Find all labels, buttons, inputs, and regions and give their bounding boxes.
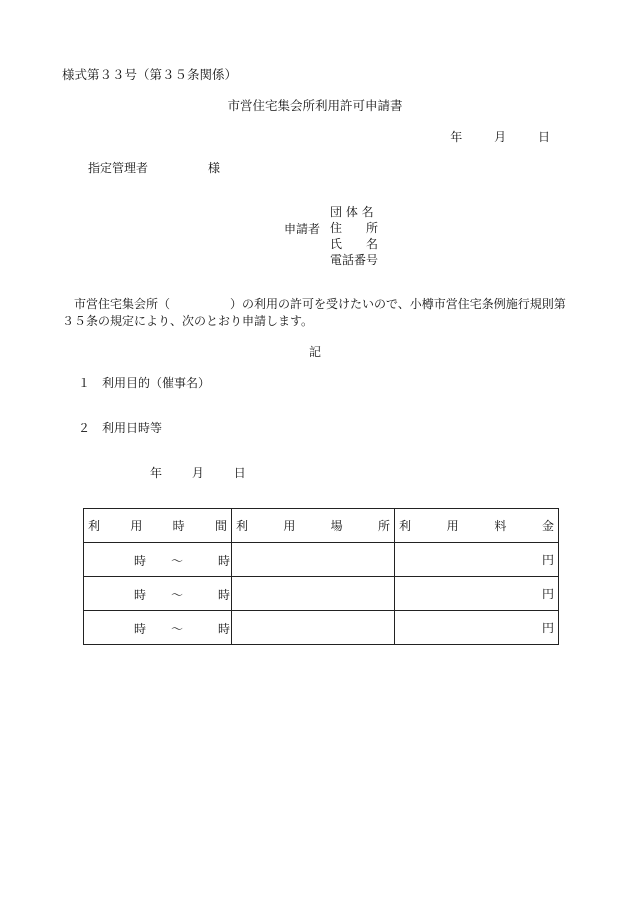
addressee-honorific: 様 (208, 161, 221, 175)
time-cell (84, 577, 232, 611)
place-cell (232, 543, 395, 577)
tilde-label: ～ (171, 588, 184, 602)
header-usage-place: 利用場所 (232, 509, 395, 543)
time-start-label: 時 (134, 588, 147, 602)
item-purpose: １ 利用目的（催事名） (78, 376, 211, 390)
form-number: 様式第３３号（第３５条関係） (62, 67, 238, 82)
fee-cell: 円 (395, 543, 559, 577)
fee-cell: 円 (395, 577, 559, 611)
time-cell (84, 543, 232, 577)
day-label: 日 (537, 130, 550, 144)
ki-heading: 記 (308, 345, 321, 359)
header-usage-fee: 利用料金 (395, 509, 559, 543)
applicant-label: 申請者 (284, 222, 321, 236)
tilde-label: ～ (171, 622, 184, 636)
addressee (88, 159, 220, 176)
table-header-row (84, 509, 559, 543)
body-line-2: ３５条の規定により、次のとおり申請します。 (62, 314, 314, 328)
field-group-name: 団 体 名 (330, 205, 374, 219)
item-datetime: ２ 利用日時等 (78, 421, 163, 435)
usage-month-label: 月 (191, 466, 204, 480)
applicant-fields (330, 204, 378, 268)
place-cell (232, 611, 395, 645)
fee-cell: 円 (395, 611, 559, 645)
tilde-label: ～ (171, 554, 184, 568)
table-row (84, 577, 559, 611)
usage-year-label: 年 (150, 466, 163, 480)
field-address: 住 所 (330, 221, 379, 235)
year-label: 年 (450, 130, 463, 144)
document-title: 市営住宅集会所利用許可申請書 (227, 98, 403, 113)
usage-day-label: 日 (233, 466, 246, 480)
table-row (84, 611, 559, 645)
header-usage-time: 利用時間 (84, 509, 232, 543)
table-row (84, 543, 559, 577)
body-line-1: 市営住宅集会所（ ）の利用の許可を受けたいので、小樽市営住宅条例施行規則第 (62, 297, 566, 311)
date-top (450, 128, 550, 145)
usage-date (150, 464, 246, 481)
body-text (62, 296, 566, 330)
time-start-label: 時 (134, 554, 147, 568)
field-phone: 電話番号 (330, 253, 379, 267)
time-end-label: 時 (218, 588, 231, 602)
addressee-name: 指定管理者 (88, 161, 149, 175)
place-cell (232, 577, 395, 611)
usage-table (83, 508, 559, 645)
time-start-label: 時 (134, 622, 147, 636)
time-end-label: 時 (218, 622, 231, 636)
field-name: 氏 名 (330, 237, 379, 251)
month-label: 月 (494, 130, 507, 144)
time-cell (84, 611, 232, 645)
time-end-label: 時 (218, 554, 231, 568)
